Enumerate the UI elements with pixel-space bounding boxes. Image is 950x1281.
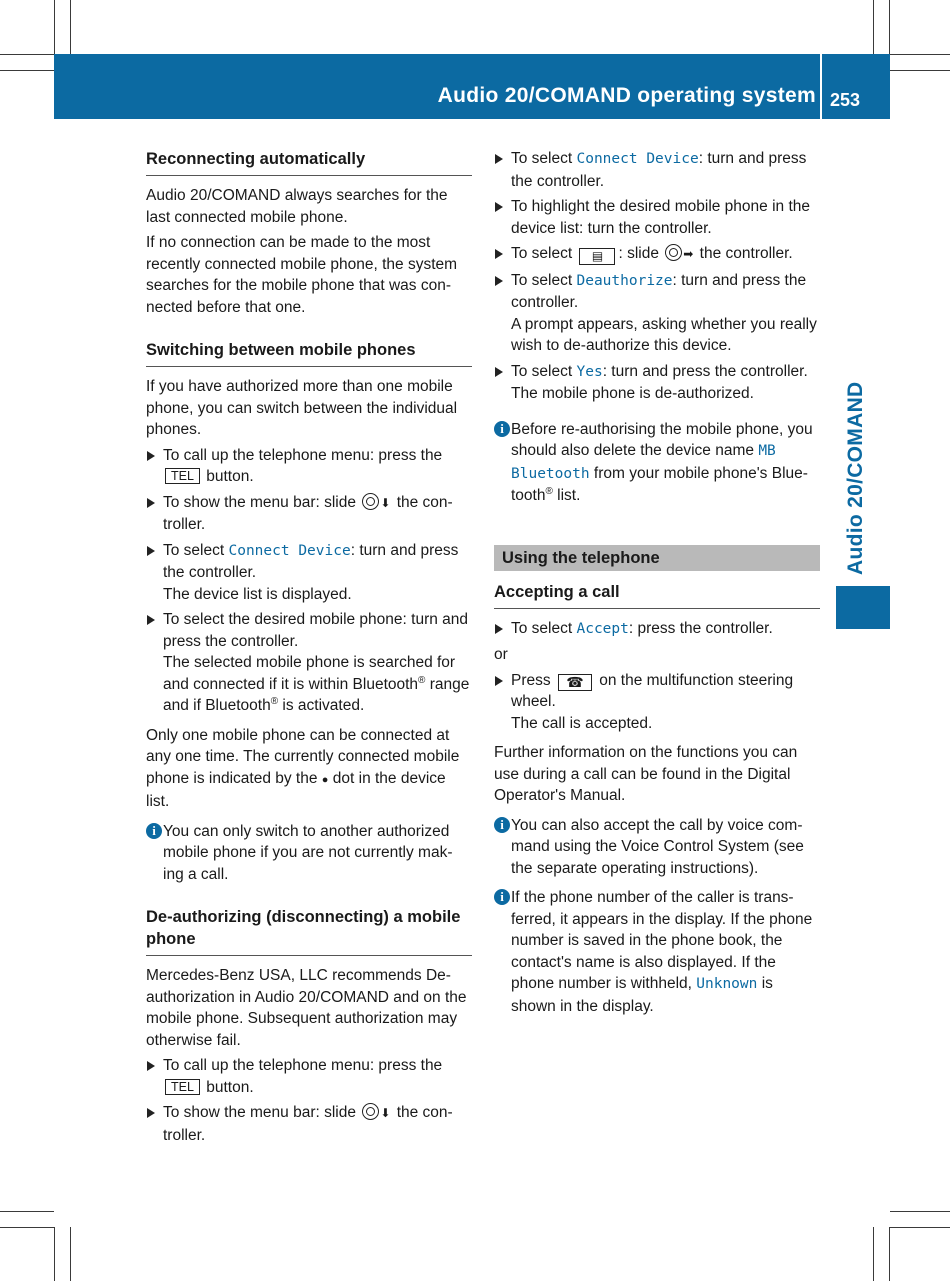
heading-reconnecting: Reconnecting automatically [146,148,472,176]
info-text: Before re-authorising the mobile phone, you should also delete the device name [511,420,813,459]
section-header-using-telephone: Using the telephone [494,545,820,571]
crop-mark [54,0,55,54]
header-divider [820,54,822,119]
crop-mark [0,54,54,55]
info-icon: i [494,817,510,833]
dot-icon: ● [321,773,329,786]
instruction-step [146,609,472,717]
step-text: on the multifunction steering wheel. [511,671,794,710]
info-note [494,815,820,880]
display-text-unknown: Unknown [696,976,758,992]
instruction-step [146,540,472,606]
step-text: To select [511,271,573,289]
step-text: the controller. [699,245,793,262]
controller-icon [362,1103,379,1120]
crop-mark [54,1227,55,1281]
registered-mark: ® [270,695,279,707]
instruction-step [494,670,820,735]
step-text: To select the desired mobile phone: turn and press the controller. [163,611,469,650]
heading-accepting-call: Accepting a call [494,581,820,609]
paragraph: Further information on the functions you can use during a call can be found in the Digital Operator's Manual. [494,744,798,804]
page-number: 253 [830,90,861,110]
heading-deauthorizing: De-authorizing (disconnecting) a mobile phone [146,906,472,956]
crop-mark [70,0,71,54]
side-tab-label: Audio 20/COMAND [844,381,867,575]
crop-mark [890,1211,950,1212]
crop-mark [0,1227,54,1228]
crop-mark [890,70,950,71]
step-text: To call up the telephone menu: press the [163,1057,443,1074]
menu-symbol-icon: ▤ [579,248,615,265]
info-icon: i [494,421,510,437]
crop-mark [873,0,874,54]
registered-mark: ® [418,674,426,686]
info-text: from your mobile phone's Blue-tooth [511,464,808,504]
step-result: range and if Bluetooth [163,675,470,714]
instruction-step [146,445,472,488]
crop-mark [0,70,54,71]
paragraph [146,725,472,813]
step-result: A prompt appears, asking whether you really wish to de-authorize this device. [511,315,817,354]
tel-key-icon: TEL [165,1079,200,1095]
paragraph: If no connection can be made to the most recently connected mobile phone, the system searches for the mobile phone that was con-nected before that one. [146,234,458,316]
step-text: To show the menu bar: slide [163,1104,356,1121]
arrow-down-icon: ⬇ [380,1106,391,1120]
instruction-step [146,492,472,536]
menu-item-connect-device: Connect Device [228,542,351,559]
info-icon: i [146,823,162,839]
step-result: The call is accepted. [511,714,653,732]
or-label: or [494,646,508,663]
crop-mark [889,0,890,54]
info-text: If the phone number of the caller is trans-ferred, it appears in the display. If the phone number is saved in the phone book, the contact's name is also displayed. If the phone number is withheld, [511,889,813,992]
controller-icon [665,244,682,261]
step-result: is activated. [282,697,365,714]
step-text: : press the controller. [628,619,773,637]
right-column [494,148,820,1021]
tel-key-icon: TEL [165,468,200,484]
step-text: To select [511,619,573,637]
menu-item-accept: Accept [576,620,629,637]
step-text: button. [206,1078,254,1096]
arrow-right-icon: ➡ [683,247,694,261]
crop-mark [889,1227,890,1281]
paragraph: Mercedes-Benz USA, LLC recommends De-authorization in Audio 20/COMAND and on the mobile phone. Subsequent authorization may otherwise fail. [146,967,467,1049]
menu-item-yes: Yes [576,363,603,380]
info-icon: i [494,889,510,905]
instruction-step [146,1102,472,1146]
menu-item-deauthorize: Deauthorize [576,272,673,289]
info-text: is shown in the display. [511,975,773,1015]
menu-item-connect-device: Connect Device [576,151,699,167]
step-text: To call up the telephone menu: press the [163,446,443,464]
step-text: : turn and press the controller. [602,362,808,380]
step-text: To show the menu bar: slide [163,493,356,511]
heading-switching: Switching between mobile phones [146,339,472,367]
step-text: To select [163,541,225,559]
arrow-down-icon: ⬇ [380,495,391,510]
step-text: : turn and press the controller. [511,271,807,311]
step-text: the con-troller. [163,493,453,533]
instruction-step: To highlight the desired mobile phone in the device list: turn the controller. [494,196,820,239]
info-note [494,419,820,507]
step-text: Press [511,671,551,689]
paragraph-text: Only one mobile phone can be connected at any one time. The currently connected mobile phone is indicated by the [146,726,460,787]
info-note [146,821,472,886]
step-text: : turn and press the controller. [511,150,807,190]
step-text: button. [206,468,254,485]
paragraph: If you have authorized more than one mobile phone, you can switch between the individual phones. [146,378,458,438]
crop-mark [890,1227,950,1228]
step-result: The mobile phone is de-authorized. [511,385,754,402]
step-text: To select [511,150,573,167]
step-text: To select [511,245,573,262]
step-result: The selected mobile phone is searched for and connected if it is within Bluetooth [163,654,456,693]
step-result: The device list is displayed. [163,585,352,603]
instruction-step [494,618,820,641]
step-text: : turn and press the controller. [163,541,459,581]
crop-mark [70,1227,71,1281]
page-title: Audio 20/COMAND operating system [437,84,816,107]
info-text: You can only switch to another authorized mobile phone if you are not currently mak-ing a call. [163,822,453,883]
crop-mark [0,1211,54,1212]
crop-mark [890,54,950,55]
instruction-step [494,361,820,405]
instruction-step [146,1055,472,1098]
instruction-step [494,243,820,266]
instruction-step [494,148,820,192]
info-text: You can also accept the call by voice com-mand using the Voice Control System (see the separate operating instructions). [511,816,804,877]
device-name-mb-bluetooth: MB Bluetooth [511,443,776,482]
info-text: list. [557,487,581,504]
registered-mark: ® [545,485,553,497]
crop-mark [873,1227,874,1281]
paragraph-text: dot in the device list. [146,769,446,810]
side-tab-marker [836,586,890,629]
paragraph: Audio 20/COMAND always searches for the last connected mobile phone. [146,187,448,226]
phone-accept-icon: ☎ [558,674,592,691]
left-column [146,148,472,1150]
step-text: : slide [618,245,659,262]
instruction-step [494,270,820,357]
step-text: the con-troller. [163,1104,453,1144]
info-note [494,887,820,1017]
step-text: To select [511,362,573,380]
controller-icon [362,493,379,510]
